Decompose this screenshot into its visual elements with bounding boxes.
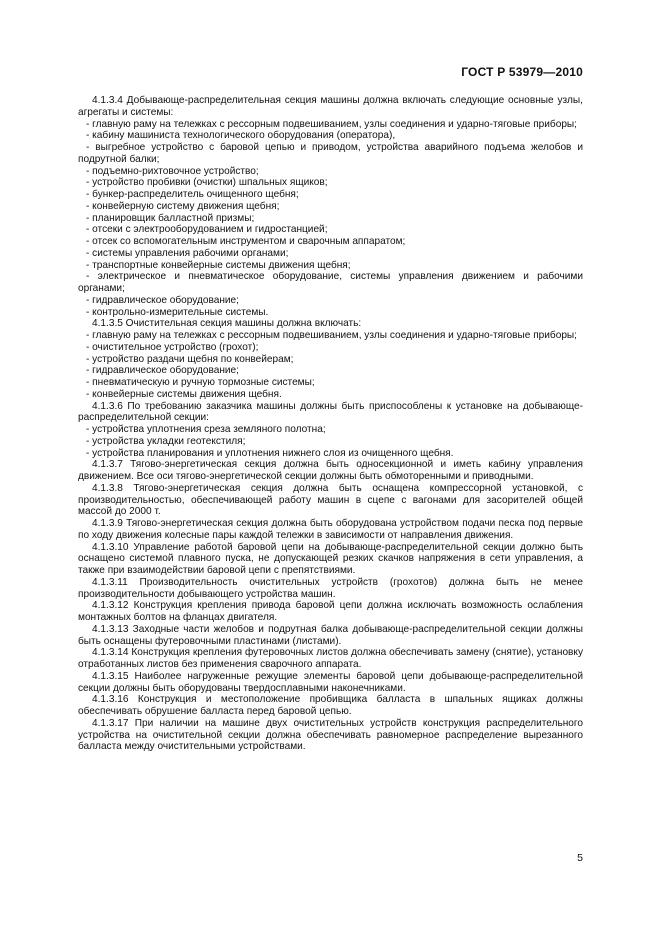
list-item: - кабину машиниста технологического оборудования (оператора), (86, 130, 396, 142)
list-item: - транспортные конвейерные системы движения щебня; (86, 259, 351, 271)
list-item: - главную раму на тележках с рессорным подвешиванием, узлы соединения и ударно-тяговые приборы; (86, 118, 577, 130)
paragraph: 4.1.3.17 При наличии на машине двух очистительных устройств конструкция распределительного устройства на очистительной секции должна обеспечивать равномерное распределение вырезанного балласта между очистительными устройствами. (78, 717, 583, 753)
paragraph: 4.1.3.13 Заходные части желобов и подрутная балка добывающе-распределительной секции должны быть оснащены футеровочными пластинами (листами). (78, 623, 583, 647)
list-item: - главную раму на тележках с рессорным подвешиванием, узлы соединения и ударно-тяговые приборы; (86, 330, 577, 341)
list-item: - системы управления рабочими органами; (86, 247, 289, 259)
list-item: - конвейерную систему движения щебня; (86, 200, 280, 212)
list-item: - устройства планирования и уплотнения нижнего слоя из очищенного щебня. (86, 447, 454, 459)
paragraph: 4.1.3.10 Управление работой баровой цепи на добывающе-распределительной секции должно быть оснащено системой плавного пуска, не допускающей резких скачков напряжения в сети управления, а также при взаимодействии баровой цепи с препятствиями. (78, 541, 583, 576)
paragraph: 4.1.3.14 Конструкция крепления футеровочных листов должна обеспечивать замену (снятие), установку отработанных листов без применения сварочного аппарата. (78, 647, 583, 670)
document-id-header: ГОСТ Р 53979—2010 (461, 65, 583, 79)
list-item: - отсеки с электрооборудованием и гидростанцией; (86, 224, 328, 236)
list-item: - контрольно-измерительные системы. (86, 306, 269, 318)
paragraph: 4.1.3.15 Наиболее нагруженные режущие элементы баровой цепи добывающе-распределительной секции должны быть оборудованы твердосплавными наконечниками. (78, 670, 583, 694)
list-item: - электрическое и пневматическое оборудование, системы управления движением и рабочими органами; (78, 271, 583, 294)
list-item: - устройство раздачи щебня по конвейерам; (86, 353, 294, 365)
paragraph: 4.1.3.9 Тягово-энергетическая секция должна быть оборудована устройством подачи песка под первые по ходу движения колесные пары каждой тележки в зависимости от направления движения. (78, 518, 583, 541)
document-body (78, 95, 583, 753)
list-item: - гидравлическое оборудование; (86, 365, 239, 377)
list-item: - планировщик балластной призмы; (86, 212, 255, 224)
paragraph: 4.1.3.5 Очистительная секция машины должна включать: (92, 318, 362, 330)
list-item: - бункер-распределитель очищенного щебня; (86, 189, 299, 200)
list-item: - пневматическую и ручную тормозные системы; (86, 377, 315, 388)
paragraph: 4.1.3.12 Конструкция крепления привода баровой цепи должна исключать возможность ослабления монтажных болтов на фланцах двигателя. (78, 600, 583, 623)
paragraph: 4.1.3.6 По требованию заказчика машины должны быть приспособлены к установке на добывающе-распределительной секции: (78, 400, 583, 424)
paragraph: 4.1.3.4 Добывающе-распределительная секция машины должна включать следующие основные узлы, агрегаты и системы: (78, 95, 583, 118)
paragraph: 4.1.3.8 Тягово-энергетическая секция должна быть оснащена компрессорной установкой, с производительностью, обеспечивающей работу машин в сцепе с вагонами для засорителей общей массой до 2000 т. (78, 482, 583, 518)
list-item: - устройства укладки геотекстиля; (86, 435, 246, 447)
list-item: - устройства уплотнения среза земляного полотна; (86, 424, 326, 435)
list-item: - выгребное устройство с баровой цепью и приводом, устройства аварийного подъема желобов и подрутной балки; (78, 142, 583, 165)
list-item: - гидравлическое оборудование; (86, 294, 239, 306)
paragraph: 4.1.3.11 Производительность очистительных устройств (грохотов) должна быть не менее производительности добывающего устройства машин. (78, 576, 583, 600)
paragraph: 4.1.3.7 Тягово-энергетическая секция должна быть односекционной и иметь кабину управления движением. Все оси тягово-энергетической секции должны быть обмоторенными и приводными. (78, 459, 583, 482)
list-item: - отсек со вспомогательным инструментом и сварочным аппаратом; (86, 236, 406, 247)
list-item: - подъемно-рихтовочное устройство; (86, 165, 259, 177)
list-item: - устройство пробивки (очистки) шпальных ящиков; (86, 177, 328, 189)
paragraph: 4.1.3.16 Конструкция и местоположение пробивщика балласта в шпальных ящиках должны обеспечивать обрушение балласта перед баровой цепью. (78, 694, 583, 717)
list-item: - конвейерные системы движения щебня. (86, 388, 282, 400)
page-number: 5 (577, 852, 583, 864)
list-item: - очистительное устройство (грохот); (86, 341, 259, 353)
